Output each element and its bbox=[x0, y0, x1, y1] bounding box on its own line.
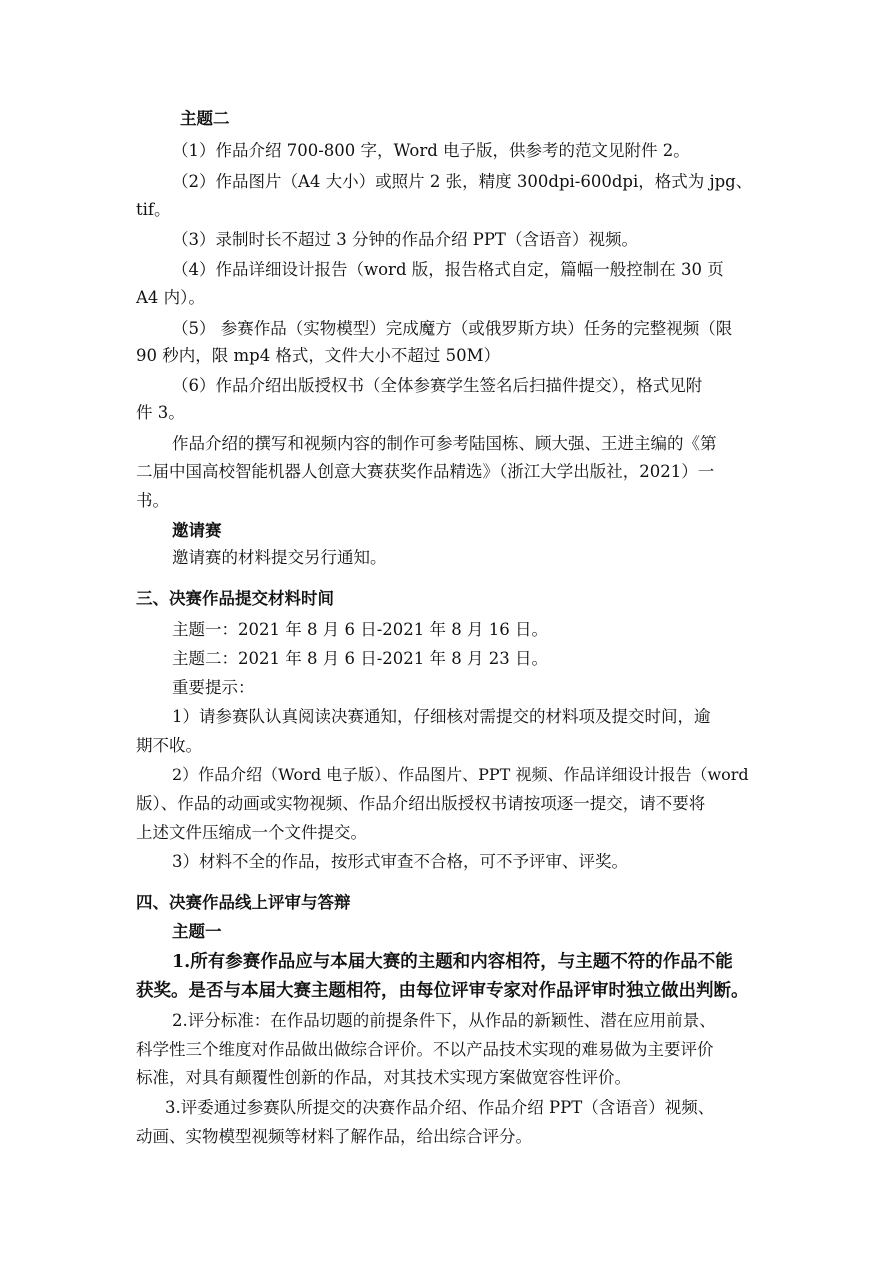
heading-invitational: 邀请赛 bbox=[172, 521, 222, 540]
text-line: 二届中国高校智能机器人创意大赛获奖作品精选》（浙江大学出版社，2021）一 bbox=[136, 462, 715, 481]
heading-theme-one: 主题一 bbox=[172, 922, 222, 941]
text-line: （3）录制时长不超过 3 分钟的作品介绍 PPT（含语音）视频。 bbox=[172, 230, 638, 249]
section-heading-3: 三、决赛作品提交材料时间 bbox=[136, 589, 334, 608]
text-line-bold: 1.所有参赛作品应与本届大赛的主题和内容相符，与主题不符的作品不能 bbox=[172, 952, 733, 972]
text-line: 邀请赛的材料提交另行通知。 bbox=[172, 548, 387, 567]
text-line: 2）作品介绍（Word 电子版）、作品图片、PPT 视频、作品详细设计报告（word bbox=[172, 765, 749, 784]
text-line: 科学性三个维度对作品做出做综合评价。不以产品技术实现的难易做为主要评价 bbox=[136, 1040, 714, 1059]
text-line: tif。 bbox=[136, 200, 171, 219]
text-line: 主题一：2021 年 8 月 6 日-2021 年 8 月 16 日。 bbox=[172, 620, 548, 639]
text-line: 件 3。 bbox=[136, 403, 185, 422]
text-line: 标准，对具有颠覆性创新的作品，对其技术实现方案做宽容性评价。 bbox=[136, 1068, 631, 1087]
text-line: 上述文件压缩成一个文件提交。 bbox=[136, 823, 367, 842]
text-line: 书。 bbox=[136, 491, 169, 510]
text-line: 3）材料不全的作品，按形式审查不合格，可不予评审、评奖。 bbox=[172, 852, 628, 871]
text-line: 1）请参赛队认真阅读决赛通知，仔细核对需提交的材料项及提交时间，逾 bbox=[172, 707, 711, 726]
text-line: 重要提示： bbox=[172, 678, 255, 697]
text-line: （1）作品介绍 700-800 字，Word 电子版，供参考的范文见附件 2。 bbox=[172, 141, 690, 160]
text-line: （4）作品详细设计报告（word 版，报告格式自定，篇幅一般控制在 30 页 bbox=[172, 260, 724, 279]
text-line: （5） 参赛作品（实物模型）完成魔方（或俄罗斯方块）任务的完整视频（限 bbox=[172, 319, 733, 338]
text-line: 期不收。 bbox=[136, 736, 202, 755]
text-line: 3.评委通过参赛队所提交的决赛作品介绍、作品介绍 PPT（含语音）视频、 bbox=[165, 1098, 715, 1117]
text-line: 作品介绍的撰写和视频内容的制作可参考陆国栋、顾大强、王进主编的《第 bbox=[172, 434, 717, 453]
text-line: 动画、实物模型视频等材料了解作品，给出综合评分。 bbox=[136, 1127, 532, 1146]
text-line-bold: 获奖。是否与本届大赛主题相符，由每位评审专家对作品评审时独立做出判断。 bbox=[136, 981, 749, 1001]
text-line: 主题二：2021 年 8 月 6 日-2021 年 8 月 23 日。 bbox=[172, 649, 548, 668]
text-line: 90 秒内，限 mp4 格式，文件大小不超过 50M） bbox=[136, 346, 501, 365]
text-line: 2.评分标准：在作品切题的前提条件下，从作品的新颖性、潜在应用前景、 bbox=[172, 1011, 716, 1030]
section-heading-4: 四、决赛作品线上评审与答辩 bbox=[136, 893, 351, 912]
text-line: A4 内）。 bbox=[136, 288, 205, 307]
text-line: （6）作品介绍出版授权书（全体参赛学生签名后扫描件提交），格式见附 bbox=[172, 376, 703, 395]
heading-theme-two: 主题二 bbox=[180, 109, 230, 128]
text-line: 版）、作品的动画或实物视频、作品介绍出版授权书请按项逐一提交，请不要将 bbox=[136, 794, 706, 813]
text-line: （2）作品图片（A4 大小）或照片 2 张，精度 300dpi-600dpi，格式为 jpg、 bbox=[172, 172, 753, 191]
